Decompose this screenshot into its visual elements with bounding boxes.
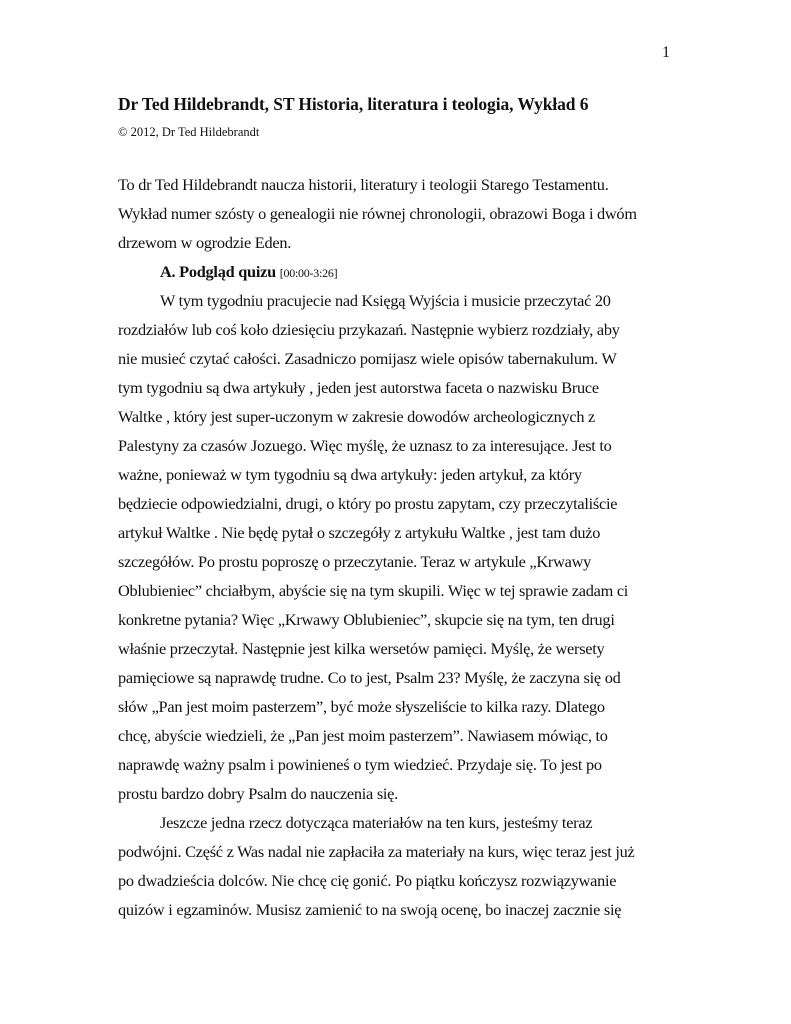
intro-line: To dr Ted Hildebrandt naucza historii, literatury i teologii Starego Testamentu. xyxy=(118,175,609,194)
paragraph-line: chcę, abyście wiedzieli, że „Pan jest moim pasterzem”. Nawiasem mówiąc, to xyxy=(118,726,608,745)
paragraph-line: konkretne pytania? Więc „Krwawy Oblubieniec”, skupcie się na tym, ten drugi xyxy=(118,610,615,629)
paragraph-line: Jeszcze jedna rzecz dotycząca materiałów na ten kurs, jesteśmy teraz xyxy=(160,813,593,832)
paragraph-line: naprawdę ważny psalm i powinieneś o tym wiedzieć. Przydaje się. To jest po xyxy=(118,755,602,774)
paragraph-line: prostu bardzo dobry Psalm do nauczenia się. xyxy=(118,784,398,803)
paragraph-line: rozdziałów lub coś koło dziesięciu przykazań. Następnie wybierz rozdziały, aby xyxy=(118,320,620,339)
paragraph-line: słów „Pan jest moim pasterzem”, być może słyszeliście to kilka razy. Dlatego xyxy=(118,697,605,716)
paragraph-line: Palestyny za czasów Jozuego. Więc myślę, że uznasz to za interesujące. Jest to xyxy=(118,436,612,455)
paragraph-line: pamięciowe są naprawdę trudne. Co to jest, Psalm 23? Myślę, że zaczyna się od xyxy=(118,668,621,687)
section-heading-label: A. Podgląd quizu xyxy=(160,262,276,281)
document-body xyxy=(118,170,678,924)
paragraph-line: szczegółów. Po prostu poproszę o przeczytanie. Teraz w artykule „Krwawy xyxy=(118,552,591,571)
page-number: 1 xyxy=(662,44,670,61)
paragraph-line: quizów i egzaminów. Musisz zamienić to na swoją ocenę, bo inaczej zacznie się xyxy=(118,900,622,919)
intro-line: Wykład numer szósty o genealogii nie równej chronologii, obrazowi Boga i dwóm xyxy=(118,204,637,223)
document-title: Dr Ted Hildebrandt, ST Historia, literatura i teologia, Wykład 6 xyxy=(118,94,589,114)
paragraph-line: tym tygodniu są dwa artykuły , jeden jest autorstwa faceta o nazwisku Bruce xyxy=(118,378,599,397)
paragraph-line: podwójni. Część z Was nadal nie zapłaciła za materiały na kurs, więc teraz jest już xyxy=(118,842,635,861)
copyright-line: © 2012, Dr Ted Hildebrandt xyxy=(118,125,260,139)
paragraph-line: właśnie przeczytał. Następnie jest kilka wersetów pamięci. Myślę, że wersety xyxy=(118,639,605,658)
paragraph-line: po dwadzieścia dolców. Nie chcę cię gonić. Po piątku kończysz rozwiązywanie xyxy=(118,871,617,890)
paragraph-line: ważne, ponieważ w tym tygodniu są dwa artykuły: jeden artykuł, za który xyxy=(118,465,582,484)
paragraph-line: artykuł Waltke . Nie będę pytał o szczegóły z artykułu Waltke , jest tam dużo xyxy=(118,523,601,542)
section-timestamp: [00:00-3:26] xyxy=(279,266,338,280)
intro-line: drzewom w ogrodzie Eden. xyxy=(118,233,292,252)
paragraph-line: W tym tygodniu pracujecie nad Księgą Wyjścia i musicie przeczytać 20 xyxy=(160,291,611,310)
paragraph-line: Waltke , który jest super-uczonym w zakresie dowodów archeologicznych z xyxy=(118,407,596,426)
paragraph-line: nie musieć czytać całości. Zasadniczo pomijasz wiele opisów tabernakulum. W xyxy=(118,349,617,368)
paragraph-line: będziecie odpowiedzialni, drugi, o który po prostu zapytam, czy przeczytaliście xyxy=(118,494,618,513)
section-heading xyxy=(118,257,678,286)
paragraph-line: Oblubieniec” chciałbym, abyście się na tym skupili. Więc w tej sprawie zadam ci xyxy=(118,581,629,600)
